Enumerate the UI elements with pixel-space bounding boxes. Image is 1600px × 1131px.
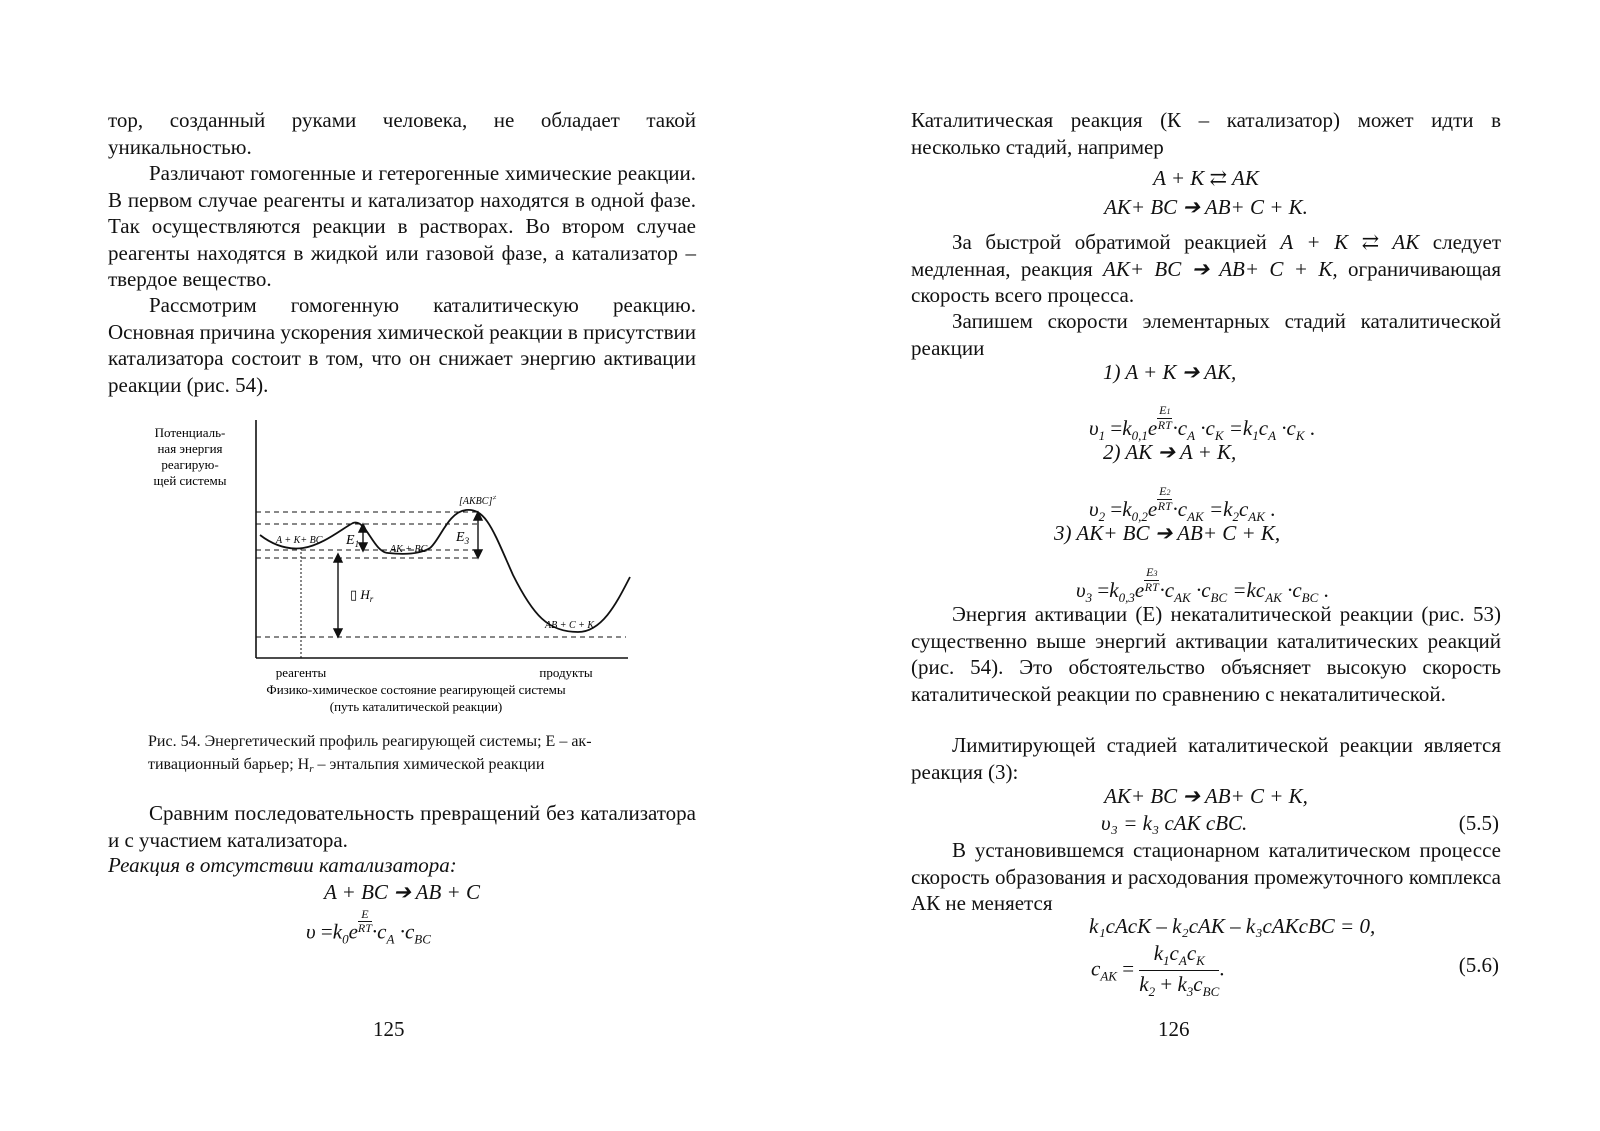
paragraph-3-right: Запишем скорости элементарных стадий каталитической реакции	[911, 309, 1501, 360]
figure-label-transition: [AKBC]≠	[459, 494, 497, 507]
equation-number-5-5: (5.5)	[1458, 811, 1499, 835]
figure-xlabel-line-1: Физико-химическое состояние реагирующей системы	[266, 682, 566, 697]
right-page	[911, 0, 1501, 1131]
stage-3-rate: $\upsilon_3 =k_{0,3}e$ $\frac{E3}{RT}$ $\cdot c_{AK} \cdot c_{BC} =kc_{AK} \cdot c_{BC}$ .	[1076, 565, 1329, 605]
figure-ylabel-line-4: щей системы	[153, 473, 227, 488]
stage-3-label: 3) AK+ BC ➔ AB+ C + K,	[1054, 521, 1281, 545]
energy-profile-figure	[148, 420, 708, 730]
delta-missing-glyph-icon: ▯	[350, 587, 358, 602]
figure-ylabel-line-3: реагирую-	[161, 457, 219, 472]
equation-no-catalyst-rate: $\upsilon =k_0e$ $\frac{E}{RT}$ $\cdot c_A \cdot c_{BC}$	[306, 907, 431, 947]
equation-scheme-1: A + K ⇄ AK	[1153, 166, 1259, 190]
figure-tick-reactants: реагенты	[275, 665, 327, 680]
page-number-right: 126	[1158, 1017, 1190, 1041]
stage-1-rate: $\upsilon_1 =k_{0,1}e$ $\frac{E1}{RT}$ $\cdot c_A \cdot c_K =k_1c_A \cdot c_K$ .	[1089, 403, 1316, 443]
figure-ylabel-line-1: Потенциаль-	[154, 425, 226, 440]
figure-ylabel-line-2: ная энергия	[157, 441, 223, 456]
figure-caption	[148, 730, 688, 781]
figure-caption-line-2: тивационный барьер; $H_r$ – энтальпия химической реакции	[148, 756, 545, 775]
heading-no-catalyst: Реакция в отсутствии катализатора:	[108, 853, 457, 877]
figure-xlabel-line-2: (путь каталитической реакции)	[329, 699, 503, 714]
equation-cak-fraction: $\frac{k_1c_Ac_K}{k_2 + k_3c_{BC}}$	[1139, 941, 1220, 999]
paragraph-4-right: Энергия активации (E) некаталитической реакции (рис. 53) существенно выше энергий активации каталитических реакций (рис. 54). Это обстоятельство объясняет высокую скорость каталитической реакции по сравнению с некаталитической.	[911, 602, 1501, 706]
equation-limit-reaction: AK+ BC ➔ AB+ C + K,	[1104, 784, 1308, 808]
figure-dashed-levels	[256, 512, 626, 637]
paragraph-5-right: Лимитирующей стадией каталитической реакции является реакция (3):	[911, 733, 1501, 784]
figure-tick-products: продукты	[539, 665, 593, 680]
equation-no-catalyst-reaction: A + BC ➔ AB + C	[323, 880, 480, 904]
figure-label-intermediate: AK + BC	[390, 544, 428, 555]
figure-energy-curve	[260, 510, 630, 632]
equation-limit-rate: υ₃ = k₃ cAK cBC.	[1101, 811, 1248, 835]
equation-cak: $c_{AK}$ = $\frac{k_1c_Ac_K}{k_2 + k_3c_{BC}}$ .	[1091, 941, 1225, 999]
paragraph-4: Сравним последовательность превращений без катализатора и с участием катализатора.	[108, 801, 696, 852]
stage-2-rate: $\upsilon_2 =k_{0,2}e$ $\frac{E2}{RT}$ $\cdot c_{AK} =k_2c_{AK}$ .	[1089, 484, 1276, 524]
figure-label-reactants-state: A + K+ BC	[276, 535, 323, 546]
figure-caption-line-1: Рис. 54. Энергетический профиль реагирующей системы; E – ак-	[148, 733, 592, 750]
stage-1-label: 1) A + K ➔ AK,	[1103, 360, 1237, 384]
figure-label-e3: $E_3$	[456, 530, 470, 546]
paragraph-2-right: За быстрой обратимой реакцией A + K ⇄ AK следует медленная, реакция AK+ BC ➔ AB+ C + K, ограничивающая скорость всего процесса.	[911, 230, 1502, 307]
paragraph-2: Различают гомогенные и гетерогенные химические реакции. В первом случае реагенты и катализатор находятся в одной фазе. Так осуществляются реакции в растворах. Во втором случае реагенты находятся в жидкой или газовой фазе, а катализатор – твердое вещество.	[108, 161, 696, 291]
figure-label-dh: ▯ $H_r$	[350, 587, 374, 604]
paragraph-3: Рассмотрим гомогенную каталитическую реакцию. Основная причина ускорения химической реакции в присутствии катализатора состоит в том, что он снижает энергию активации реакции (рис. 54).	[108, 293, 696, 397]
paragraph-1-right: Каталитическая реакция (К – катализатор) может идти в несколько стадий, например	[911, 108, 1501, 159]
equation-scheme-2: AK+ BC ➔ AB+ C + K.	[1104, 195, 1308, 219]
left-page	[108, 0, 696, 1131]
paragraph-6-right: В установившемся стационарном каталитическом процессе скорость образования и расходования промежуточного комплекса АК не меняется	[911, 838, 1501, 915]
page-number-left: 125	[373, 1017, 405, 1041]
equation-number-5-6: (5.6)	[1458, 953, 1499, 977]
figure-label-products-state: AB + C + K	[545, 620, 595, 631]
paragraph-1: тор, созданный руками человека, не обладает такой уникальностью.	[108, 108, 696, 159]
equation-steady-state: k₁cAcK – k₂cAK – k₃cAKcBC = 0,	[1089, 914, 1376, 938]
figure-label-e1: $E_1$	[346, 533, 360, 549]
stage-2-label: 2) AK ➔ A + K,	[1103, 440, 1237, 464]
